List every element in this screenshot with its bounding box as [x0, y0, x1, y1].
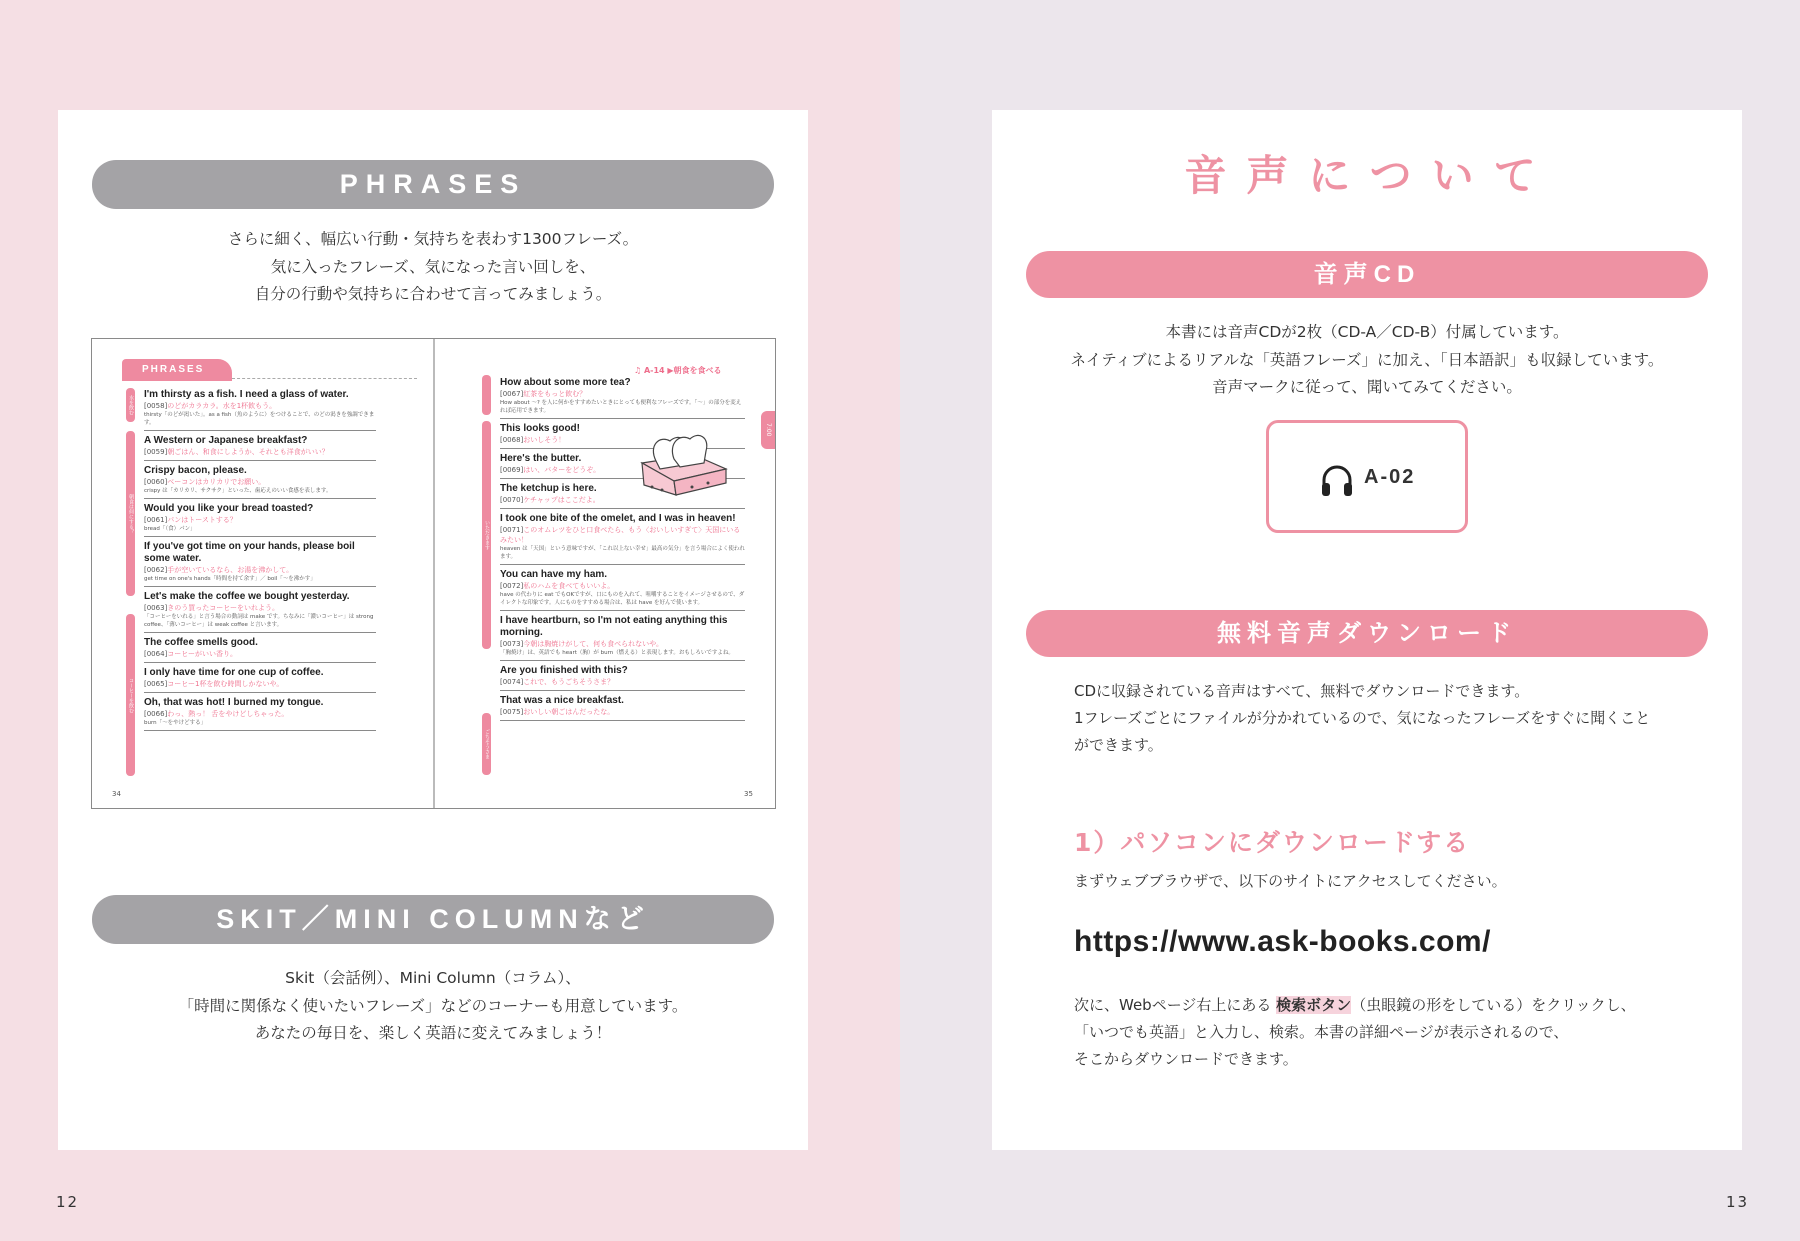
download-description — [1074, 678, 1694, 759]
phrase-entry — [144, 693, 376, 731]
phrase-english: Here's the butter. — [500, 453, 582, 464]
phrase-japanese-text: 今朝は胸焼けがして、何も食べられないや。 — [523, 640, 664, 648]
phrase-number: [0061] — [144, 516, 168, 524]
phrase-japanese-text: おいしい朝ごはんだったな。 — [523, 708, 615, 716]
skit-desc-line-3: あなたの毎日を、楽しく英語に変えてみましょう！ — [254, 1024, 612, 1042]
phrase-number: [0075] — [500, 708, 524, 716]
phrase-entry — [144, 431, 376, 461]
phrase-english: That was a nice breakfast. — [500, 695, 624, 706]
phrase-japanese — [144, 401, 376, 411]
phrase-number: [0058] — [144, 402, 168, 410]
phrase-entry — [144, 587, 376, 633]
phrase-english: Are you finished with this? — [500, 665, 628, 676]
search-steps-line-1 — [1074, 992, 1714, 1019]
phrase-english: The coffee smells good. — [144, 637, 258, 648]
phrase-number: [0069] — [500, 466, 524, 474]
phrase-japanese-text: これで、もうごちそうさま？ — [523, 678, 615, 686]
phrase-note: get time on one's hands「時間を持て余す」／ boil「～を沸かす」 — [144, 576, 316, 582]
download-url[interactable]: https://www.ask-books.com/ — [1074, 925, 1491, 958]
phrase-japanese — [500, 639, 745, 649]
phrases-description — [92, 226, 774, 309]
audio-mark-box — [1266, 420, 1468, 533]
category-bar-itadakimasu: いただきます — [482, 421, 491, 649]
search-button-highlight: 検索ボタン — [1276, 996, 1352, 1014]
cd-desc-line-2: ネイティブによるリアルな「英語フレーズ」に加え、「日本語訳」も収録しています。 — [1070, 350, 1664, 369]
phrase-entry — [144, 499, 376, 537]
phrase-japanese — [144, 477, 376, 487]
phrase-entry — [500, 611, 745, 661]
steps-post: （虫眼鏡の形をしている）をクリックし、 — [1351, 996, 1636, 1014]
phrase-japanese-text: パンはトーストする？ — [167, 516, 237, 524]
phrase-japanese — [144, 515, 376, 525]
category-bar-tea — [482, 375, 491, 415]
headphones-icon: ♫ — [634, 366, 644, 375]
download-desc-line-3: ができます。 — [1074, 736, 1163, 754]
phrase-entry — [144, 633, 376, 663]
phrase-note: 「コーヒーをいれる」と言う場合の動詞は make です。ちなみに「濃いコーヒー」は strong coffee、「薄いコーヒー」は weak coffee と言います。 — [144, 614, 374, 628]
phrase-english: This looks good! — [500, 423, 580, 434]
category-bar-breakfast: 朝食は何にする？ — [126, 431, 135, 596]
toast-illustration — [634, 425, 734, 497]
phrase-japanese-text: おいしそう！ — [523, 436, 566, 444]
phrase-english: Would you like your bread toasted? — [144, 503, 314, 514]
phrase-note: How about ～? を人に何かをすすめたいときにとっても便利なフレーズです。「～」の部分を変えれば応用できます。 — [500, 400, 742, 414]
phrase-number: [0073] — [500, 640, 524, 648]
phrase-japanese-text: ケチャップはここだよ。 — [523, 496, 600, 504]
phrase-english: If you've got time on your hands, please boil some water. — [144, 541, 355, 564]
phrase-entry — [500, 691, 745, 721]
phrase-number: [0065] — [144, 680, 168, 688]
phrase-japanese — [500, 389, 745, 399]
cd-heading: 音声CD — [1026, 251, 1708, 298]
phrase-entry — [144, 663, 376, 693]
pc-download-heading: 1）パソコンにダウンロードする — [1074, 828, 1471, 857]
download-desc-line-1: CDに収録されている音声はすべて、無料でダウンロードできます。 — [1074, 682, 1530, 700]
phrase-number: [0067] — [500, 390, 524, 398]
skit-desc-line-1: Skit（会話例）、Mini Column（コラム）、 — [285, 969, 581, 987]
phrase-number: [0074] — [500, 678, 524, 686]
search-steps-line-2: 「いつでも英語」と入力し、検索。本書の詳細ページが表示されるので、 — [1074, 1023, 1569, 1041]
sample-tag-rule — [232, 378, 417, 379]
phrase-japanese — [144, 709, 376, 719]
phrases-desc-line-3: 自分の行動や気持ちに合わせて言ってみましょう。 — [254, 285, 612, 303]
phrase-english: I'm thirsty as a fish. I need a glass of water. — [144, 389, 349, 400]
left-page-number: 12 — [56, 1193, 80, 1211]
phrase-japanese — [500, 707, 745, 717]
phrase-number: [0064] — [144, 650, 168, 658]
phrase-number: [0062] — [144, 566, 168, 574]
phrase-japanese — [144, 603, 376, 613]
sample-left-column — [144, 385, 376, 731]
phrase-english: You can have my ham. — [500, 569, 608, 580]
phrase-note: burn「～をやけどする」 — [144, 720, 207, 726]
phrase-entry — [144, 461, 376, 499]
right-page-number: 13 — [1726, 1193, 1750, 1211]
phrase-japanese — [500, 677, 745, 687]
skit-desc-line-2: 「時間に関係なく使いたいフレーズ」などのコーナーも用意しています。 — [178, 996, 688, 1015]
phrase-entry — [500, 373, 745, 419]
phrase-note: crispy は「カリカリ、サクサク」といった、歯応えのいい食感を表します。 — [144, 488, 332, 494]
category-bar-coffee: コーヒーを飲む — [126, 614, 135, 776]
phrase-note: have の代わりに eat でもOKですが、口にものを入れて、咀嚼することをイメージさせるので、ダイレクトな印象です。人にものをすすめる場合は、私は have を好んで使います。 — [500, 592, 745, 606]
phrase-japanese-text: はい、バターをどうぞ。 — [523, 466, 601, 474]
phrase-japanese — [500, 581, 745, 591]
phrases-desc-line-2: 気に入ったフレーズ、気になった言い回しを、 — [270, 257, 596, 276]
search-steps — [1074, 992, 1714, 1073]
skit-heading: SKIT／MINI COLUMNなど — [92, 895, 774, 944]
headphones-icon — [1319, 463, 1355, 499]
audio-track-label: A-02 — [1364, 466, 1416, 488]
phrase-number: [0072] — [500, 582, 524, 590]
spread-spine — [433, 339, 435, 808]
phrase-japanese — [144, 649, 376, 659]
phrase-japanese-text: コーヒー1杯を飲む時間しかないや。 — [167, 680, 284, 688]
phrase-entry — [144, 385, 376, 431]
phrase-entry — [500, 509, 745, 565]
phrases-desc-line-1: さらに細く、幅広い行動・気持ちを表わす1300フレーズ。 — [227, 230, 639, 248]
sample-right-header-text: A-14 ▶朝食を食べる — [643, 366, 722, 375]
phrase-japanese-text: 手が空いているなら、お湯を沸かして。 — [167, 566, 294, 574]
time-side-tab: 7:00 — [761, 411, 775, 449]
phrase-number: [0068] — [500, 436, 524, 444]
download-desc-line-2: 1フレーズごとにファイルが分かれているので、気になったフレーズをすぐに聞くこと — [1074, 709, 1651, 727]
phrase-entry — [500, 661, 745, 691]
phrase-japanese-text: 朝ごはん、和食にしようか、それとも洋食がいい？ — [167, 448, 329, 456]
phrase-japanese-text: のどがカラカラ。水を1杯飲もう。 — [167, 402, 277, 410]
phrase-number: [0063] — [144, 604, 168, 612]
phrase-english: Crispy bacon, please. — [144, 465, 247, 476]
phrase-japanese — [144, 447, 376, 457]
phrase-english: Let's make the coffee we bought yesterday. — [144, 591, 350, 602]
phrase-japanese-text: ベーコンはカリカリでお願い。 — [167, 478, 266, 486]
phrase-note: thirsty「のどが渇いた」。as a fish（魚のように）をつけることで、のどの渇きを強調できます。 — [144, 412, 375, 426]
phrases-heading: PHRASES — [92, 160, 774, 209]
page-title: 音声について — [1184, 151, 1556, 200]
phrase-note: 「胸焼け」は、英語でも heart（胸）が burn（燃える）と表現します。おもしろいですよね。 — [500, 650, 734, 656]
phrase-japanese — [144, 679, 376, 689]
search-steps-line-3: そこからダウンロードできます。 — [1074, 1050, 1298, 1068]
phrase-english: How about some more tea? — [500, 377, 631, 388]
sample-left-page-number: 34 — [112, 790, 121, 798]
phrase-english: Oh, that was hot! I burned my tongue. — [144, 697, 324, 708]
steps-pre: 次に、Webページ右上にある — [1074, 996, 1277, 1014]
phrase-english: I took one bite of the omelet, and I was in heaven! — [500, 513, 736, 524]
phrase-entry — [500, 565, 745, 611]
phrase-english: I have heartburn, so I'm not eating anything this morning. — [500, 615, 728, 638]
phrase-note: bread「（食）パン」 — [144, 526, 196, 532]
skit-description — [92, 965, 774, 1048]
phrase-english: The ketchup is here. — [500, 483, 597, 494]
phrase-number: [0059] — [144, 448, 168, 456]
phrase-english: A Western or Japanese breakfast? — [144, 435, 308, 446]
pc-download-instruction: まずウェブブラウザで、以下のサイトにアクセスしてください。 — [1074, 872, 1507, 890]
cd-desc-line-3: 音声マークに従って、聞いてみてください。 — [1212, 378, 1522, 396]
phrase-entry — [144, 537, 376, 587]
phrase-number: [0060] — [144, 478, 168, 486]
phrase-japanese — [144, 565, 376, 575]
phrase-japanese-text: わっ、熱っ！ 舌をやけどしちゃった。 — [167, 710, 289, 718]
category-bar-gochisousama: ごちそうさま — [482, 713, 491, 775]
cd-desc-line-1: 本書には音声CDが2枚（CD-A／CD-B）付属しています。 — [1165, 323, 1569, 341]
download-heading: 無料音声ダウンロード — [1026, 610, 1708, 657]
phrase-japanese-text: 紅茶をもっと飲む？ — [523, 390, 587, 398]
phrase-japanese-text: 私のハムを食べてもいいよ。 — [523, 582, 615, 590]
phrase-english: I only have time for one cup of coffee. — [144, 667, 324, 678]
sample-right-page-number: 35 — [744, 790, 753, 798]
phrase-japanese-text: きのう買ったコーヒーをいれよう。 — [167, 604, 280, 612]
phrase-number: [0070] — [500, 496, 524, 504]
phrase-number: [0071] — [500, 526, 524, 534]
phrase-japanese — [500, 525, 745, 545]
phrase-number: [0066] — [144, 710, 168, 718]
phrase-note: heaven は「天国」という意味ですが、「これ以上ない幸せ」最高の気分」を言う場合によく使われます。 — [500, 546, 745, 560]
sample-phrases-tag: PHRASES — [122, 359, 232, 381]
sample-page-spread — [91, 338, 776, 809]
phrase-japanese-text: このオムレツをひと口食べたら、もう〈おいしいすぎて〉天国にいるみたい！ — [500, 526, 741, 544]
phrase-japanese-text: コーヒーがいい香り。 — [167, 650, 238, 658]
category-bar-water: 水を飲む — [126, 388, 135, 422]
cd-description — [1026, 319, 1708, 402]
